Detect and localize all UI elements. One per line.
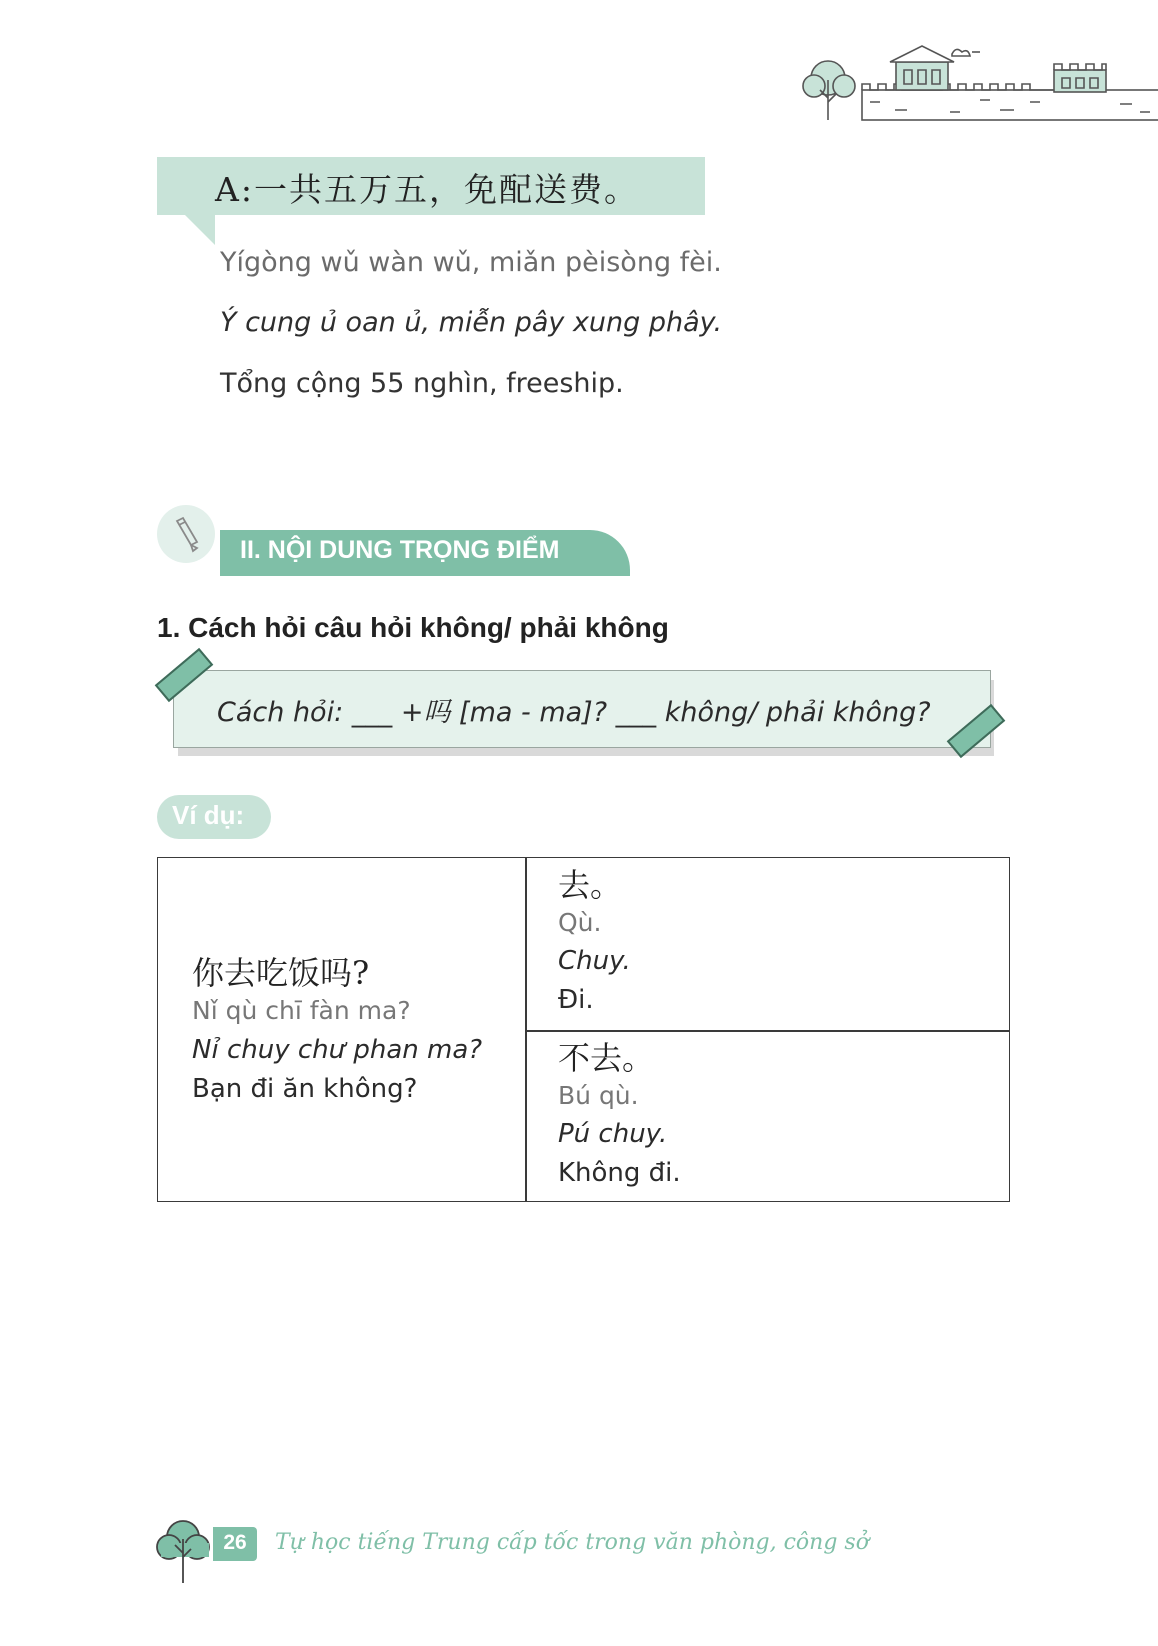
example-label: Ví dụ:: [172, 800, 245, 830]
dialogue-pinyin: Yígòng wǔ wàn wǔ, miǎn pèisòng fèi.: [220, 247, 722, 278]
dialogue-meaning: Tổng cộng 55 nghìn, freeship.: [220, 368, 624, 399]
page-number: 26: [223, 1531, 247, 1554]
bubble-tail: [183, 213, 215, 245]
answer-1-meaning: Đi.: [558, 985, 594, 1015]
pencil-icon-badge: [157, 505, 215, 563]
question-chinese: 你去吃饭吗?: [192, 954, 370, 992]
table-row-divider: [525, 1030, 1010, 1032]
great-wall-illustration: [800, 40, 1158, 130]
formula-text: Cách hỏi: ___ +吗 [ma - ma]? ___ không/ phải không?: [217, 697, 931, 728]
dialogue-phonetic: Ý cung ủ oan ủ, miễn pây xung phây.: [220, 307, 723, 338]
question-meaning: Bạn đi ăn không?: [192, 1074, 418, 1104]
pencil-icon: [157, 505, 215, 563]
dialogue-chinese: A:一共五万五，免配送费。: [215, 170, 639, 209]
footer-tree-icon: [155, 1515, 215, 1585]
question-phonetic: Nỉ chuy chư phan ma?: [192, 1035, 483, 1065]
answer-2-pinyin: Bú qù.: [558, 1081, 639, 1110]
footer-book-title: Tự học tiếng Trung cấp tốc trong văn phòng, công sở: [275, 1530, 869, 1555]
question-pinyin: Nǐ qù chī fàn ma?: [192, 996, 411, 1025]
answer-1-chinese: 去。: [558, 866, 623, 904]
subsection-title: 1. Cách hỏi câu hỏi không/ phải không: [157, 612, 669, 643]
answer-2-meaning: Không đi.: [558, 1158, 681, 1188]
answer-2-phonetic: Pú chuy.: [558, 1119, 668, 1149]
answer-1-pinyin: Qù.: [558, 908, 602, 937]
answer-1-phonetic: Chuy.: [558, 946, 631, 976]
answer-2-chinese: 不去。: [558, 1039, 655, 1077]
section-title: II. NỘI DUNG TRỌNG ĐIỂM: [240, 536, 560, 564]
